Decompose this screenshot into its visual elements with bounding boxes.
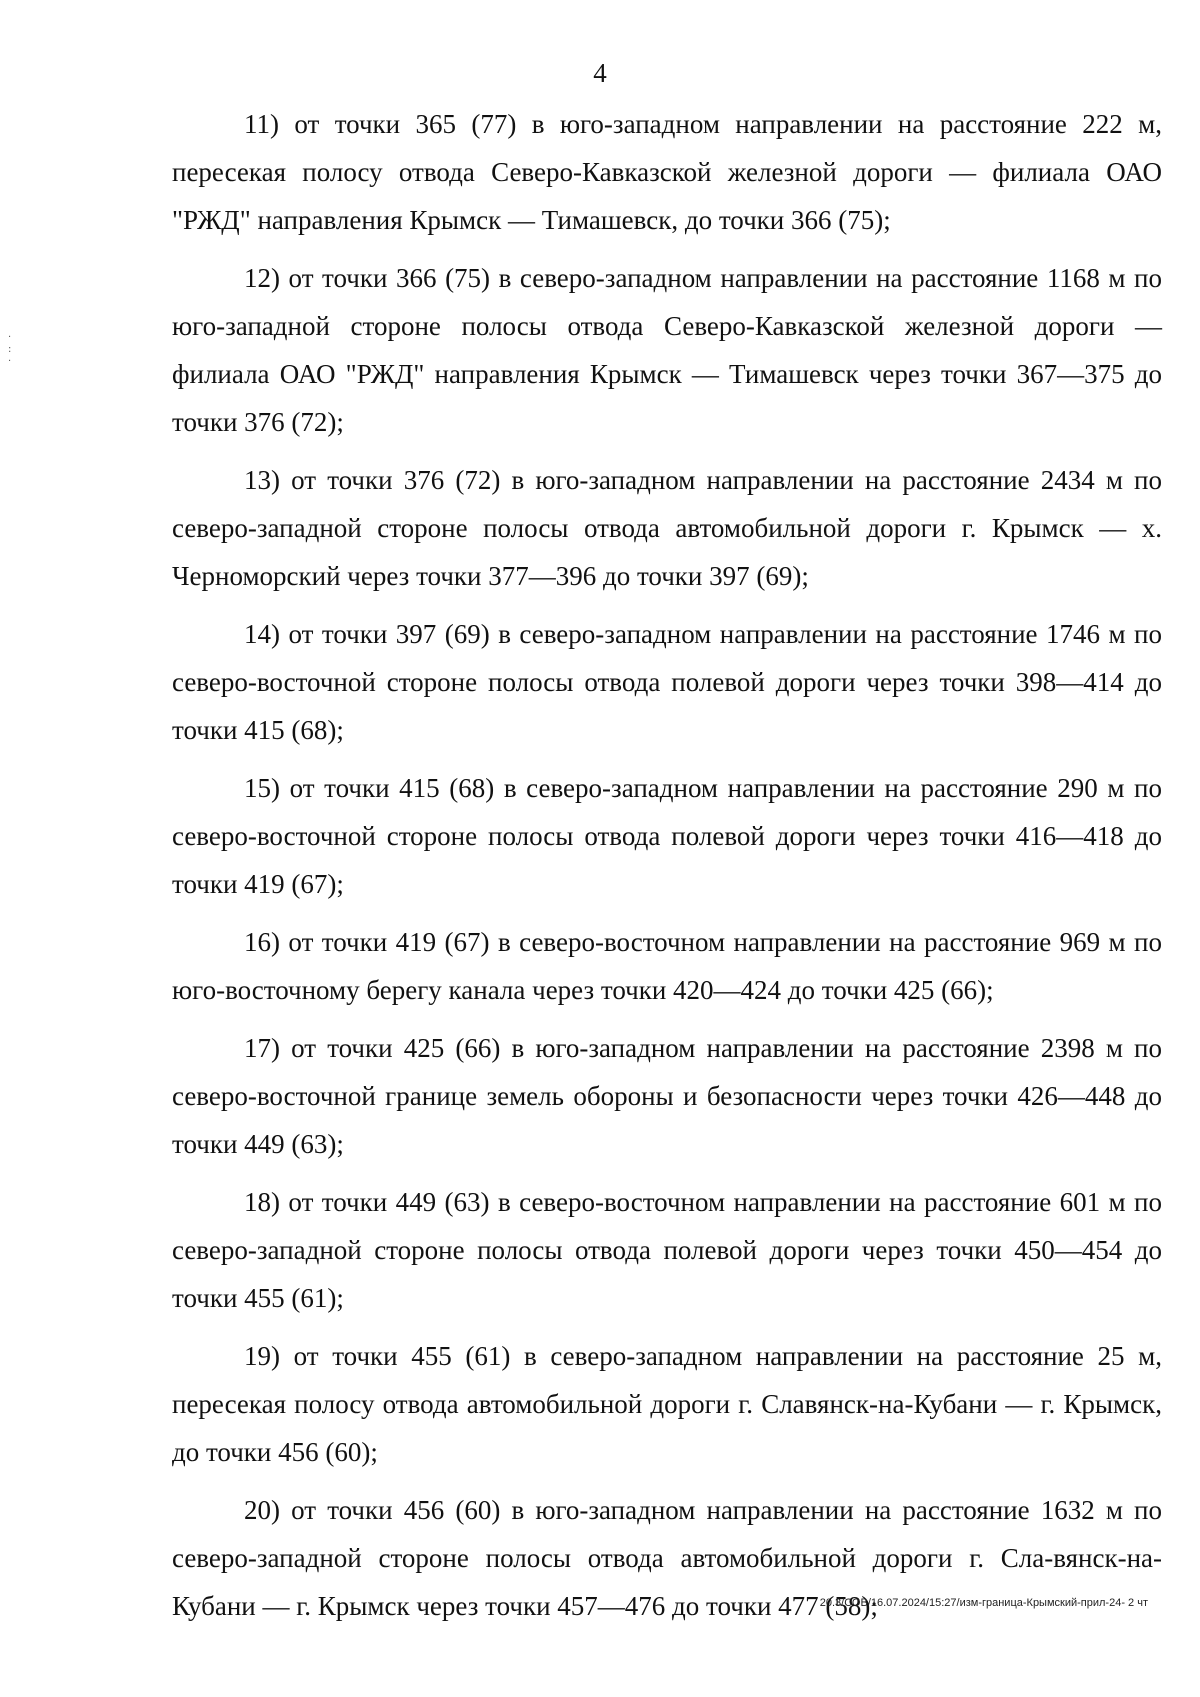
document-body	[172, 100, 1162, 1640]
boundary-item-18: 18) от точки 449 (63) в северо-восточном направлении на расстояние 601 м по северо-западной стороне полосы отвода полевой дороги через точки 450—454 до точки 455 (61);	[172, 1187, 1162, 1313]
boundary-item-19: 19) от точки 455 (61) в северо-западном направлении на расстояние 25 м, пересекая полосу отвода автомобильной дороги г. Славянск-на-Кубани — г. Крымск, до точки 456 (60);	[172, 1341, 1162, 1467]
boundary-item-20: 20) от точки 456 (60) в юго-западном направлении на расстояние 1632 м по северо-западной стороне полосы отвода автомобильной дороги г. Сла-вянск-на-Кубани — г. Крымск через точки 457—476 до точки 477 (58);	[172, 1495, 1162, 1621]
margin-scan-marks: · : ·	[8, 332, 12, 367]
boundary-item-15: 15) от точки 415 (68) в северо-западном направлении на расстояние 290 м по северо-восточной стороне полосы отвода полевой дороги через точки 416—418 до точки 419 (67);	[172, 773, 1162, 899]
boundary-item-16: 16) от точки 419 (67) в северо-восточном направлении на расстояние 969 м по юго-восточному берегу канала через точки 420—424 до точки 425 (66);	[172, 927, 1162, 1005]
footer-doc-code: 20.3/СОВ/16.07.2024/15:27/изм-граница-Крымский-прил-24- 2 чт	[819, 1597, 1148, 1609]
boundary-item-12: 12) от точки 366 (75) в северо-западном направлении на расстояние 1168 м по юго-западной стороне полосы отвода Северо-Кавказской железной дороги — филиала ОАО "РЖД" направления Крымск — Тимашевск через точки 367—375 до точки 376 (72);	[172, 263, 1162, 437]
boundary-item-14: 14) от точки 397 (69) в северо-западном направлении на расстояние 1746 м по северо-восточной стороне полосы отвода полевой дороги через точки 398—414 до точки 415 (68);	[172, 619, 1162, 745]
boundary-item-11: 11) от точки 365 (77) в юго-западном направлении на расстояние 222 м, пересекая полосу отвода Северо-Кавказской железной дороги — филиала ОАО "РЖД" направления Крымск — Тимашевск, до точки 366 (75);	[172, 109, 1162, 235]
page-number: 4	[593, 58, 607, 88]
boundary-item-13: 13) от точки 376 (72) в юго-западном направлении на расстояние 2434 м по северо-западной стороне полосы отвода автомобильной дороги г. Крымск — х. Черноморский через точки 377—396 до точки 397 (69);	[172, 465, 1162, 591]
boundary-item-17: 17) от точки 425 (66) в юго-западном направлении на расстояние 2398 м по северо-восточной границе земель обороны и безопасности через точки 426—448 до точки 449 (63);	[172, 1033, 1162, 1159]
